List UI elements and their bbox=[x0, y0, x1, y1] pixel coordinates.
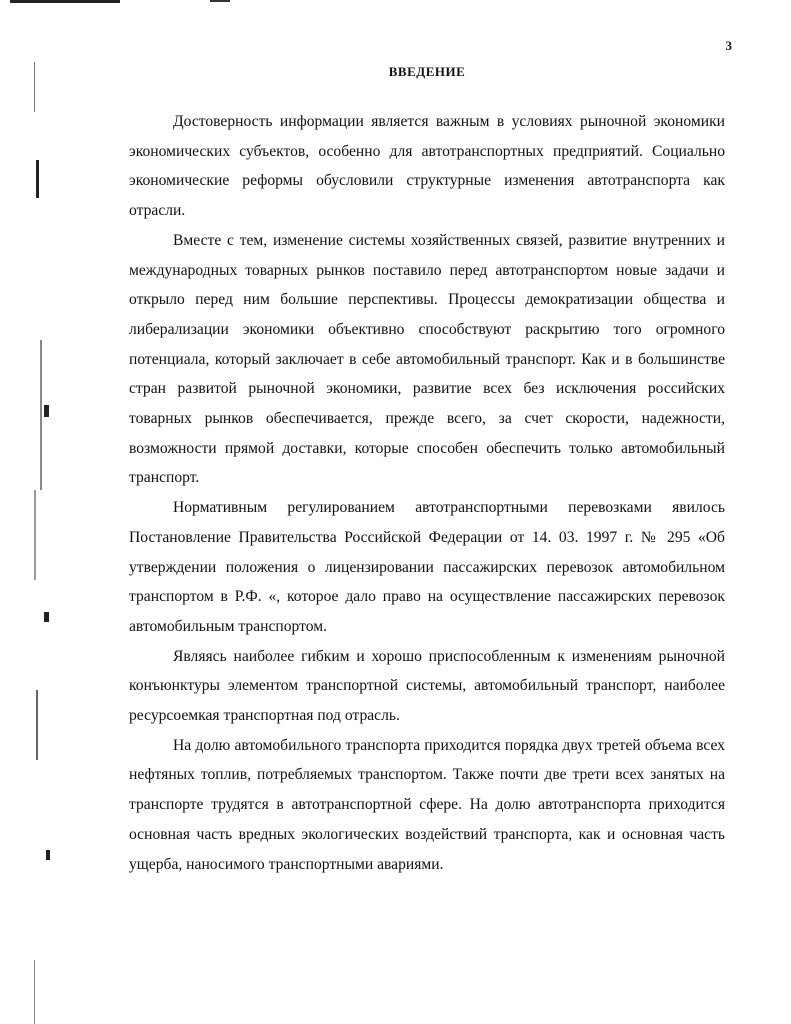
scan-artifact-mark bbox=[44, 612, 49, 622]
paragraph: Достоверность информации является важным в условиях рыночной экономики экономических субъектов, особенно для автотранспортных предприятий. Социально экономические реформы обусловили структурные изменения автотранспорта как отрасли. bbox=[129, 113, 725, 220]
scan-artifact-mark bbox=[36, 690, 38, 760]
section-heading: ВВЕДЕНИЕ bbox=[388, 64, 466, 79]
scan-artifact-mark bbox=[44, 405, 49, 417]
page-number: 3 bbox=[725, 38, 732, 53]
paragraph: На долю автомобильного транспорта приходится порядка двух третей объема всех нефтяных топлив, потребляемых транспортом. Также почти две трети всех занятых на транспорте трудятся в автотранспортной сфере. На долю автотранспорта приходится основная часть вредных экологических воздействий транспорта, как и основная часть ущерба, наносимого транспортными авариями. bbox=[129, 736, 725, 873]
scan-artifact-mark bbox=[40, 340, 42, 490]
paragraph: Вместе с тем, изменение системы хозяйственных связей, развитие внутренних и международных товарных рынков поставило перед автотранспортом новые задачи и открыло перед ним большие перспективы. Процессы демократизации общества и либерализации экономики объективно способствуют раскрытию того огромного потенциала, который заключает в себе автомобильный транспорт. Как и в большинстве стран развитой рыночной экономики, развитие всех без исключения российских товарных рынков обеспечивается, прежде всего, за счет скорости, надежности, возможности прямой доставки, которые способен обеспечить только автомобильный транспорт. bbox=[129, 231, 725, 487]
scan-artifact-top bbox=[10, 0, 120, 3]
scan-artifact-mark bbox=[34, 62, 35, 112]
paragraph: Нормативным регулированием автотранспортными перевозками явилось Постановление Правительства Российской Федерации от 14. 03. 1997 г. № 295 «Об утверждении положения о лицензировании пассажирских перевозок автомобильном транспортом в Р.Ф. «, которое дало право на осуществление пассажирских перевозок автомобильным транспортом. bbox=[129, 499, 725, 635]
paragraph: Являясь наиболее гибким и хорошо приспособленным к изменениям рыночной конъюнктуры элементом транспортной системы, автомобильный транспорт, наиболее ресурсоемкая транспортная под отрасль. bbox=[129, 647, 725, 725]
scan-artifact-top-2 bbox=[210, 0, 230, 2]
scan-artifact-mark bbox=[34, 960, 35, 1024]
scan-artifact-mark bbox=[34, 490, 36, 580]
scan-artifact-mark bbox=[36, 160, 39, 198]
scan-artifact-mark bbox=[46, 850, 50, 860]
body-text bbox=[129, 107, 725, 879]
